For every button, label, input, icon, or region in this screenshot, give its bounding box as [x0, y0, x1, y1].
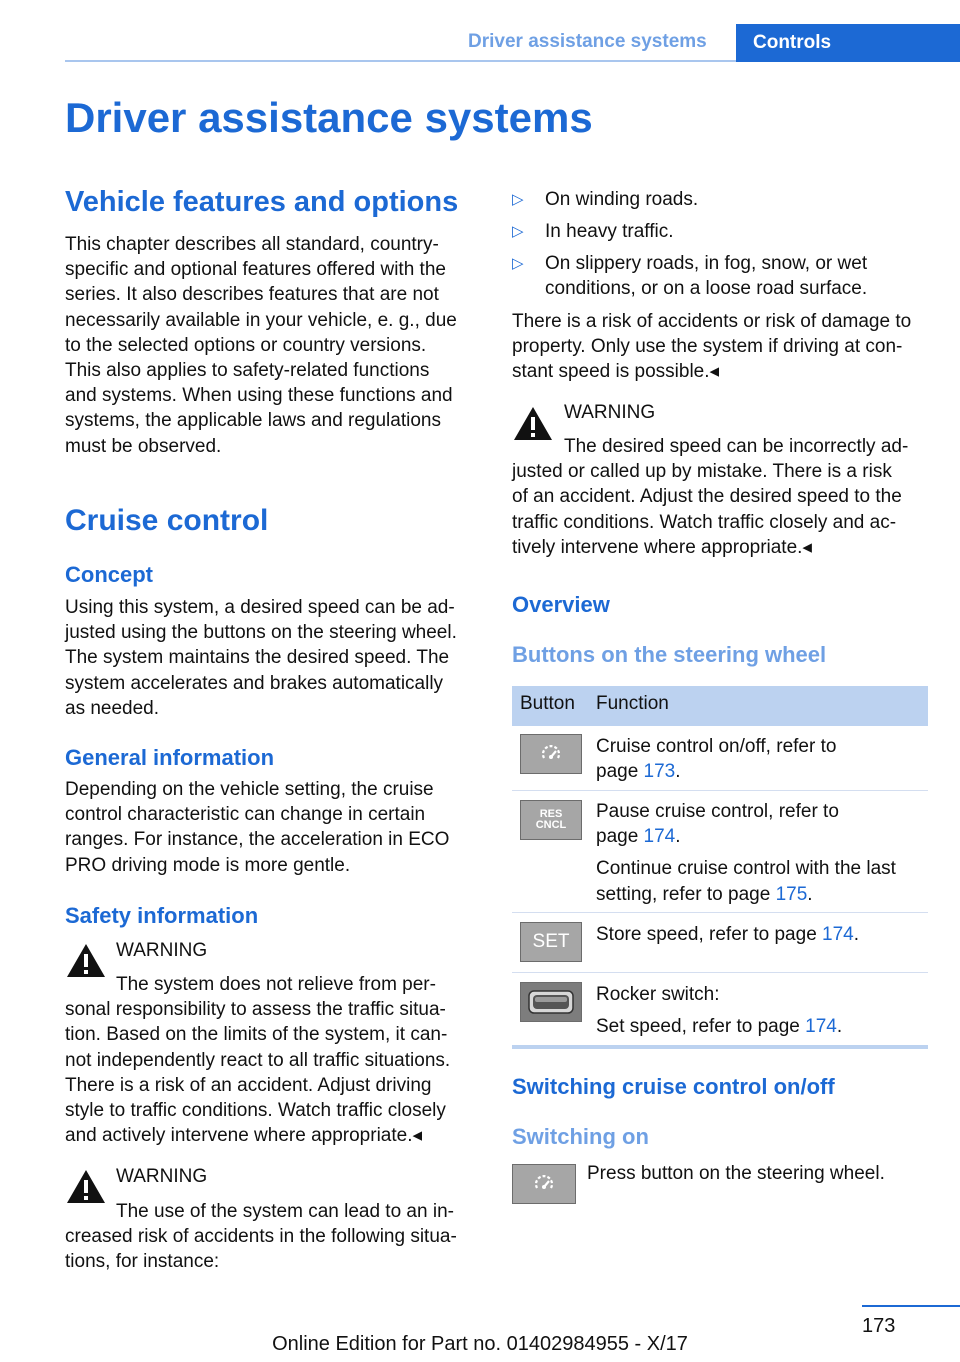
page-link[interactable]: 174 — [805, 1016, 837, 1038]
table-row: Pause cruise control, refer to page 174. Continue cruise control with the last setting, refer to page 175. — [596, 801, 896, 905]
column-header-function: Function — [596, 693, 669, 714]
table-row: Store speed, refer to page 174. — [596, 924, 860, 945]
page-link[interactable]: 173 — [643, 761, 676, 783]
row-divider — [512, 972, 928, 973]
switching-on-text: Press button on the steering wheel. — [587, 1163, 885, 1184]
triangle-bullet-icon: ▷ — [512, 223, 524, 240]
header-tab-controls: Controls — [736, 24, 960, 62]
header-rule — [65, 60, 736, 62]
warning-1-text: The system does not relieve from per- sonal responsibility to assess the traffic situa- tion. Based on the limits of the system, it can- not independently react to all traffic situations. There is a risk of an accident. Adjust driving style to traffic conditions. Watch traffic closely and actively intervene where appropriate.◂ — [65, 974, 451, 1147]
heading-general-information: General information — [65, 745, 275, 770]
concept-text: Using this system, a desired speed can be ad- justed using the buttons on the steering wheel. The system maintains the desired speed. The system accelerates and brakes automatically as needed. — [65, 597, 457, 719]
warning-2-text: The use of the system can lead to an in- creased risk of accidents in the following situa- tions, for instance: — [65, 1201, 457, 1273]
footer-edition: Online Edition for Part no. 01402984955 - X/17 — [272, 1333, 688, 1355]
footer-rule — [862, 1305, 960, 1307]
vehicle-features-text: This chapter describes all standard, country- specific and optional features offered with the series. It also describes features that are not necessarily available in your vehicle, e. g., due to the selected options or country versions. This also applies to safety-related functions and systems. When using these functions and systems, the applicable laws and regulations must be observed. — [65, 234, 457, 457]
row-divider — [512, 790, 928, 791]
heading-safety-information: Safety information — [65, 903, 259, 928]
table-row: Rocker switch: Set speed, refer to page 174. — [596, 984, 843, 1038]
warning-label: WARNING — [116, 940, 208, 961]
warning-label: WARNING — [116, 1166, 208, 1187]
cruise-control-icon — [520, 734, 582, 774]
row-divider — [512, 912, 928, 913]
triangle-bullet-icon: ▷ — [512, 255, 524, 272]
page-link[interactable]: 175 — [775, 883, 808, 905]
triangle-bullet-icon: ▷ — [512, 191, 524, 208]
heading-switching-on: Switching on — [512, 1124, 649, 1149]
general-information-text: Depending on the vehicle setting, the cruise control characteristic can change in certain ranges. For instance, the acceleration in ECO PRO driving mode is more gentle. — [65, 779, 450, 876]
res-cncl-icon: RES CNCL — [520, 800, 582, 840]
warning-label: WARNING — [564, 402, 656, 423]
page-number: 173 — [862, 1315, 896, 1337]
table-footer-rule — [512, 1045, 928, 1049]
risk-text: There is a risk of accidents or risk of damage to property. Only use the system if driving at con- stant speed is possible.◂ — [512, 311, 912, 383]
heading-buttons-steering-wheel: Buttons on the steering wheel — [512, 642, 827, 667]
set-icon: SET — [520, 922, 582, 962]
header-section-title: Driver assistance systems — [468, 31, 707, 52]
rocker-switch-icon — [520, 982, 582, 1022]
page-link[interactable]: 174 — [643, 826, 676, 848]
table-row: Cruise control on/off, refer to page 173. — [596, 736, 837, 783]
cruise-control-icon — [512, 1164, 576, 1204]
heading-switching-cruise-control: Switching cruise control on/off — [512, 1074, 835, 1099]
heading-cruise-control: Cruise control — [65, 504, 269, 537]
heading-overview: Overview — [512, 592, 610, 617]
column-header-button: Button — [520, 693, 575, 714]
page-link[interactable]: 174 — [822, 924, 854, 945]
warning-3-text: The desired speed can be incorrectly ad- justed or called up by mistake. There is a risk of an accident. Adjust the desired speed to the traffic conditions. Watch traffic closely and ac- tively intervene where appropriate.◂ — [512, 436, 909, 558]
page-title: Driver assistance systems — [65, 94, 593, 141]
heading-vehicle-features: Vehicle features and options — [65, 186, 459, 218]
heading-concept: Concept — [65, 562, 153, 587]
